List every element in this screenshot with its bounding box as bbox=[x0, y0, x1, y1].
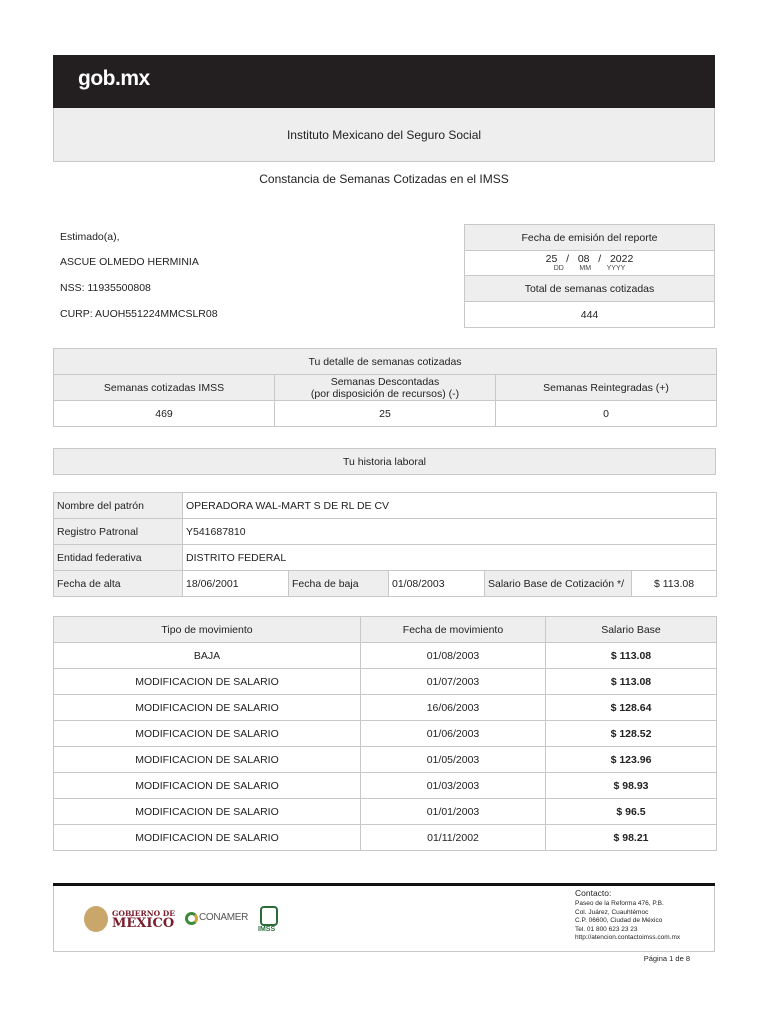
weeks-detail-table bbox=[53, 348, 717, 427]
dd-label: DD bbox=[553, 265, 564, 272]
imss-logo: IMSS bbox=[258, 926, 276, 933]
movement-type: MODIFICACION DE SALARIO bbox=[54, 695, 361, 721]
curp: CURP: AUOH551224MMCSLR08 bbox=[60, 308, 218, 320]
report-year: 2022 bbox=[609, 253, 634, 265]
mexico-seal-icon bbox=[84, 906, 108, 932]
contact-info bbox=[575, 900, 680, 943]
movement-date: 01/06/2003 bbox=[361, 721, 546, 747]
contact-phone[interactable]: Tel. 01 800 623 23 23 bbox=[575, 925, 638, 933]
conamer-logo: CONAMER bbox=[199, 912, 249, 923]
movement-salary: $ 98.21 bbox=[546, 825, 717, 851]
contact-cp: C.P. 06600, Ciudad de México bbox=[575, 917, 663, 924]
history-title-table bbox=[53, 448, 716, 475]
salary-value: $ 113.08 bbox=[632, 571, 717, 597]
salutation: Estimado(a), bbox=[60, 231, 120, 243]
date-sep-1: / bbox=[566, 253, 570, 265]
movement-salary-header: Salario Base bbox=[546, 617, 717, 643]
nss: NSS: 11935500808 bbox=[60, 282, 151, 294]
salary-label: Salario Base de Cotización */ bbox=[485, 571, 632, 597]
detail-col-discounted-line1: Semanas Descontadas bbox=[330, 375, 440, 388]
institution-name: Instituto Mexicano del Seguro Social bbox=[286, 127, 482, 142]
history-title: Tu historia laboral bbox=[54, 449, 716, 475]
table-row bbox=[54, 747, 717, 773]
movement-date: 01/03/2003 bbox=[361, 773, 546, 799]
movement-salary: $ 113.08 bbox=[546, 669, 717, 695]
report-month: 08 bbox=[577, 253, 590, 265]
baja-label: Fecha de baja bbox=[289, 571, 389, 597]
gobierno-logo-line1: GOBIERNO DE bbox=[112, 909, 175, 918]
mm-label: MM bbox=[579, 265, 592, 272]
movement-type: MODIFICACION DE SALARIO bbox=[54, 825, 361, 851]
contact-address: Paseo de la Reforma 476, P.B. bbox=[575, 900, 664, 907]
detail-val-discounted: 25 bbox=[275, 401, 496, 427]
detail-col-imss: Semanas cotizadas IMSS bbox=[54, 375, 275, 401]
report-day: 25 bbox=[545, 253, 558, 265]
movement-type: MODIFICACION DE SALARIO bbox=[54, 773, 361, 799]
movement-date: 01/07/2003 bbox=[361, 669, 546, 695]
table-row bbox=[54, 825, 717, 851]
employer-name-label: Nombre del patrón bbox=[54, 493, 183, 519]
movement-type: BAJA bbox=[54, 643, 361, 669]
movement-salary: $ 128.52 bbox=[546, 721, 717, 747]
movement-date: 01/05/2003 bbox=[361, 747, 546, 773]
movement-salary: $ 113.08 bbox=[546, 643, 717, 669]
report-date bbox=[465, 251, 715, 276]
header-bar bbox=[53, 55, 715, 108]
holder-name: ASCUE OLMEDO HERMINIA bbox=[60, 256, 199, 268]
table-row bbox=[54, 695, 717, 721]
movement-date: 01/01/2003 bbox=[361, 799, 546, 825]
employer-table bbox=[53, 492, 717, 597]
table-row bbox=[54, 721, 717, 747]
movement-type: MODIFICACION DE SALARIO bbox=[54, 799, 361, 825]
table-row bbox=[54, 669, 717, 695]
employer-reg-label: Registro Patronal bbox=[54, 519, 183, 545]
contact-title: Contacto: bbox=[575, 888, 612, 898]
alta-label: Fecha de alta bbox=[54, 571, 183, 597]
movements-table bbox=[53, 616, 717, 851]
date-sep-2: / bbox=[598, 253, 602, 265]
movement-date-header: Fecha de movimiento bbox=[361, 617, 546, 643]
movement-type-header: Tipo de movimiento bbox=[54, 617, 361, 643]
movement-salary: $ 128.64 bbox=[546, 695, 717, 721]
table-row bbox=[54, 773, 717, 799]
report-date-label: Fecha de emisión del reporte bbox=[465, 225, 715, 251]
detail-val-imss: 469 bbox=[54, 401, 275, 427]
movement-date: 01/11/2002 bbox=[361, 825, 546, 851]
total-weeks-value: 444 bbox=[465, 302, 715, 328]
movement-salary: $ 96.5 bbox=[546, 799, 717, 825]
detail-title: Tu detalle de semanas cotizadas bbox=[54, 349, 717, 375]
detail-col-discounted-line2: (por disposición de recursos) (-) bbox=[310, 387, 460, 400]
table-row bbox=[54, 799, 717, 825]
conamer-icon bbox=[185, 912, 198, 925]
gobmx-logo[interactable]: gob.mx bbox=[78, 67, 150, 90]
movement-salary: $ 98.93 bbox=[546, 773, 717, 799]
movement-type: MODIFICACION DE SALARIO bbox=[54, 747, 361, 773]
movement-date: 01/08/2003 bbox=[361, 643, 546, 669]
institution-banner bbox=[53, 108, 715, 162]
movement-date: 16/06/2003 bbox=[361, 695, 546, 721]
movement-type: MODIFICACION DE SALARIO bbox=[54, 721, 361, 747]
contact-colonia: Col. Juárez, Cuauhtémoc bbox=[575, 908, 649, 916]
baja-value: 01/08/2003 bbox=[389, 571, 485, 597]
movements-header-row bbox=[54, 617, 717, 643]
total-weeks-label: Total de semanas cotizadas bbox=[465, 276, 715, 302]
movement-type: MODIFICACION DE SALARIO bbox=[54, 669, 361, 695]
alta-value: 18/06/2001 bbox=[183, 571, 289, 597]
employer-state-value: DISTRITO FEDERAL bbox=[183, 545, 717, 571]
yyyy-label: YYYY bbox=[606, 265, 626, 272]
document-title: Constancia de Semanas Cotizadas en el IMSS bbox=[259, 172, 509, 186]
imss-icon bbox=[260, 906, 278, 926]
page-number: Página 1 de 8 bbox=[643, 954, 690, 963]
detail-val-reinstated: 0 bbox=[496, 401, 717, 427]
contact-url[interactable]: http://atencion.contactoimss.com.mx bbox=[575, 934, 681, 941]
report-info-table bbox=[464, 224, 715, 328]
employer-state-label: Entidad federativa bbox=[54, 545, 183, 571]
detail-col-discounted bbox=[275, 375, 496, 401]
employer-name-value: OPERADORA WAL-MART S DE RL DE CV bbox=[183, 493, 717, 519]
table-row bbox=[54, 643, 717, 669]
detail-col-reinstated: Semanas Reintegradas (+) bbox=[496, 375, 717, 401]
employer-reg-value: Y541687810 bbox=[183, 519, 717, 545]
movement-salary: $ 123.96 bbox=[546, 747, 717, 773]
gobierno-logo-line2: MÉXICO bbox=[112, 916, 175, 931]
